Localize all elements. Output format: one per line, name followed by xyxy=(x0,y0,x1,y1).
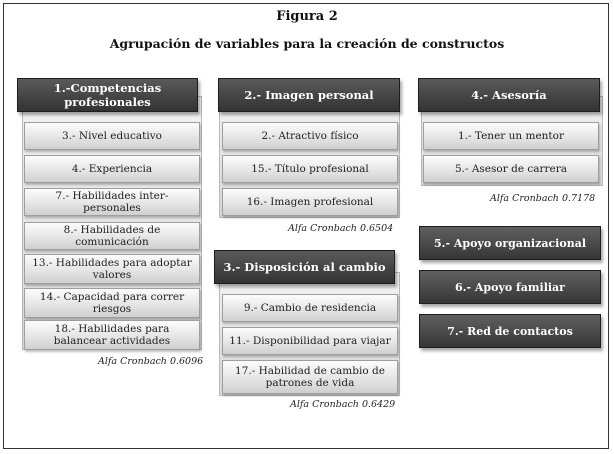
group-1-item-2: 4.- Experiencia xyxy=(24,155,200,183)
group-3-item-3: 17.- Habilidad de cambio de patrones de vida xyxy=(222,360,398,394)
group-2-alfa: Alfa Cronbach 0.6504 xyxy=(288,223,394,234)
group-1-header: 1.-Competencias profesionales xyxy=(17,78,198,112)
group-4-alfa: Alfa Cronbach 0.7178 xyxy=(490,193,596,204)
group-1-alfa: Alfa Cronbach 0.6096 xyxy=(98,356,204,367)
group-1-item-4: 8.- Habilidades de comunicación xyxy=(24,222,200,250)
group-3-alfa: Alfa Cronbach 0.6429 xyxy=(290,399,396,410)
group-2-header: 2.- Imagen personal xyxy=(218,78,400,112)
group-2-item-3: 16.- Imagen profesional xyxy=(222,188,398,216)
standalone-box-2: 6.- Apoyo familiar xyxy=(419,270,601,304)
group-1-item-1: 3.- Nivel educativo xyxy=(24,122,200,150)
figure-title: Figura 2 xyxy=(276,9,338,24)
group-1-item-5: 13.- Habilidades para adoptar valores xyxy=(24,254,200,284)
figure-subtitle: Agrupación de variables para la creación de constructos xyxy=(109,36,505,51)
standalone-box-1: 5.- Apoyo organizacional xyxy=(419,226,601,260)
group-3-header: 3.- Disposición al cambio xyxy=(214,250,395,284)
group-4-item-2: 5.- Asesor de carrera xyxy=(423,155,599,183)
standalone-box-3: 7.- Red de contactos xyxy=(419,314,601,348)
group-4-item-1: 1.- Tener un mentor xyxy=(423,122,599,150)
group-1-item-3: 7.- Habilidades inter-personales xyxy=(24,188,200,216)
group-3-item-2: 11.- Disponibilidad para viajar xyxy=(222,327,398,355)
group-3-item-1: 9.- Cambio de residencia xyxy=(222,294,398,322)
group-1-item-7: 18.- Habilidades para balancear actividades xyxy=(24,320,200,350)
group-2-item-1: 2.- Atractivo físico xyxy=(222,122,398,150)
group-1-item-6: 14.- Capacidad para correr riesgos xyxy=(24,288,200,318)
group-2-item-2: 15.- Título profesional xyxy=(222,155,398,183)
group-4-header: 4.- Asesoría xyxy=(418,78,600,112)
